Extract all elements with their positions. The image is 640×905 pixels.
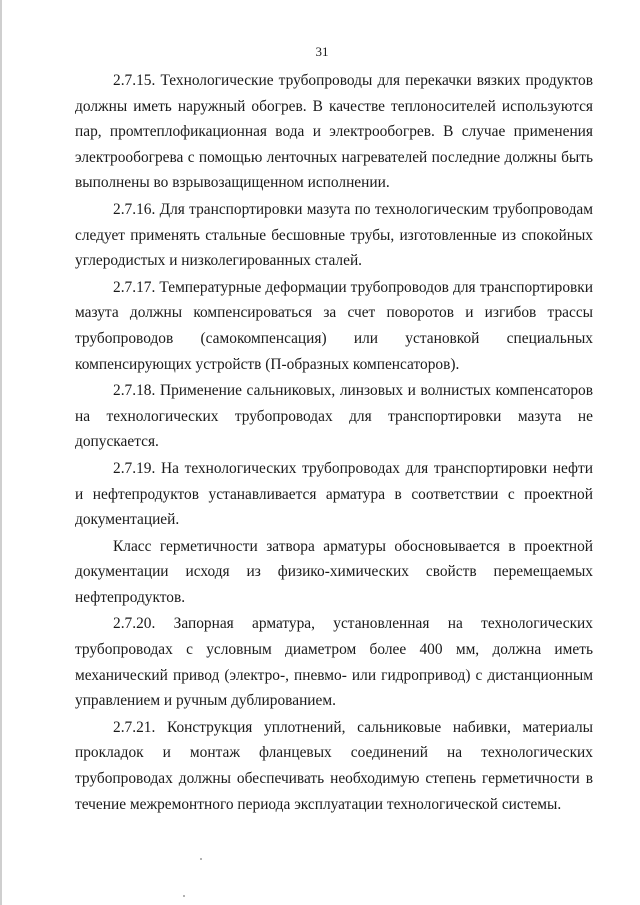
document-body — [75, 68, 593, 817]
paragraph-2-7-15: 2.7.15. Технологические трубопроводы для перекачки вязких продуктов должны иметь наружный обогрев. В качестве теплоносителей используются пар, промтеплофикационная вода и электрообогрев. В случае применения электрообогрева с помощью ленточных нагревателей последние должны быть выполнены во взрывозащищенном исполнении. — [75, 72, 593, 192]
paragraph-2-7-18: 2.7.18. Применение сальниковых, линзовых и волнистых компенсаторов на технологических трубопроводах для транспортировки мазута не допускается. — [75, 382, 593, 451]
paragraph-2-7-17: 2.7.17. Температурные деформации трубопроводов для транспортировки мазута должны компенсироваться за счет поворотов и изгибов трассы трубопроводов (самокомпенсация) или установкой специальных компенсирующих устройств (П-образных компенсаторов). — [75, 278, 593, 373]
scan-speck — [200, 858, 202, 860]
paragraph-2-7-16: 2.7.16. Для транспортировки мазута по технологическим трубопроводам следует применять стальные бесшовные трубы, изготовленные из спокойных углеродистых и низколегированных сталей. — [75, 200, 593, 270]
paragraph-2-7-19: 2.7.19. На технологических трубопроводах для транспортировки нефти и нефтепродуктов устанавливается арматура в соответствии с проектной документацией. — [75, 459, 593, 529]
scan-speck — [183, 895, 185, 897]
paragraph-2-7-21: 2.7.21. Конструкция уплотнений, сальниковые набивки, материалы прокладок и монтаж фланцевых соединений на технологических трубопроводах должны обеспечивать необходимую степень герметичности в течение межремонтного периода эксплуатации технологической системы. — [75, 718, 593, 813]
paragraph-valve-tightness-class: Класс герметичности затвора арматуры обосновывается в проектной документации исходя из физико-химических свойств перемещаемых нефтепродуктов. — [75, 537, 593, 606]
page-number: 31 — [315, 44, 329, 59]
paragraph-2-7-20: 2.7.20. Запорная арматура, установленная на технологических трубопроводах с условным диаметром более 400 мм, должна иметь механический привод (электро-, пневмо- или гидропривод) с дистанционным управлением и ручным дублированием. — [75, 615, 593, 710]
